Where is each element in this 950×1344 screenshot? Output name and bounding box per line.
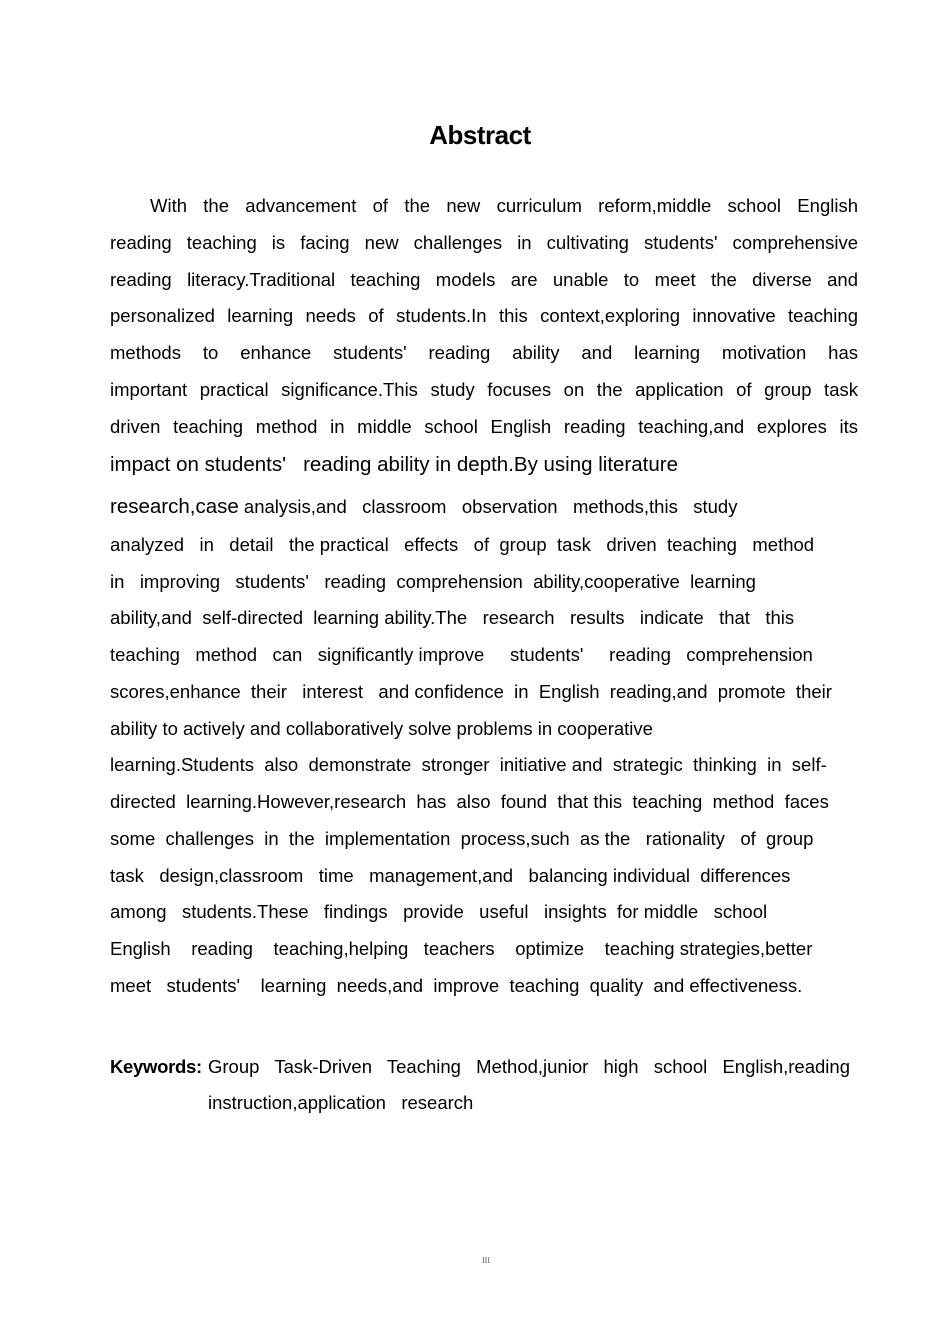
abstract-line: teaching method can significantly improve students' reading comprehension: [110, 644, 813, 665]
abstract-body: [110, 188, 858, 1005]
abstract-line: among students.These findings provide useful insights for middle school: [110, 901, 768, 923]
abstract-line: task design,classroom time management,and balancing individual differences: [110, 864, 791, 886]
abstract-title: Abstract: [429, 120, 531, 150]
abstract-line: meet students' learning needs,and improve teaching quality and effectiveness.: [110, 974, 803, 996]
abstract-line: some challenges in the implementation process,such as the rationality of group: [110, 827, 814, 849]
abstract-line-mixed: [110, 486, 858, 527]
abstract-line-run-large: research,case: [110, 494, 239, 518]
keywords-line: Group Task-Driven Teaching Method,junior high school English,reading: [208, 1056, 850, 1077]
abstract-line: reading literacy.Traditional teaching models are unable to meet the diverse and: [110, 268, 858, 290]
keywords-label: Keywords:: [110, 1056, 202, 1077]
abstract-line: impact on students' reading ability in depth.By using literature: [110, 453, 678, 477]
abstract-line-run: analysis,and classroom observation methods,this study: [238, 495, 738, 517]
abstract-line: in improving students' reading comprehension ability,cooperative learning: [110, 570, 756, 592]
keywords-list: [208, 1049, 850, 1121]
abstract-line: reading teaching is facing new challenges in cultivating students' comprehensive: [110, 231, 858, 253]
keywords-line: instruction,application research: [208, 1092, 474, 1113]
abstract-line: scores,enhance their interest and confidence in English reading,and promote their: [110, 680, 832, 702]
page-number: III: [482, 1256, 490, 1265]
abstract-line: important practical significance.This study focuses on the application of group task: [110, 378, 858, 400]
abstract-line: With the advancement of the new curriculum reform,middle school English: [150, 195, 858, 216]
abstract-line: ability,and self-directed learning ability.The research results indicate that this: [110, 607, 795, 629]
abstract-line: ability to actively and collaboratively solve problems in cooperative: [110, 717, 653, 739]
abstract-line: learning.Students also demonstrate stronger initiative and strategic thinking in self-: [110, 754, 827, 776]
abstract-line: personalized learning needs of students.In this context,exploring innovative teaching: [110, 305, 858, 327]
abstract-line: directed learning.However,research has also found that this teaching method faces: [110, 791, 829, 812]
abstract-line: driven teaching method in middle school English reading teaching,and explores its: [110, 415, 858, 437]
abstract-line: English reading teaching,helping teachers optimize teaching strategies,better: [110, 938, 813, 959]
abstract-line: analyzed in detail the practical effects of group task driven teaching method: [110, 533, 815, 555]
abstract-line: methods to enhance students' reading ability and learning motivation has: [110, 342, 858, 363]
